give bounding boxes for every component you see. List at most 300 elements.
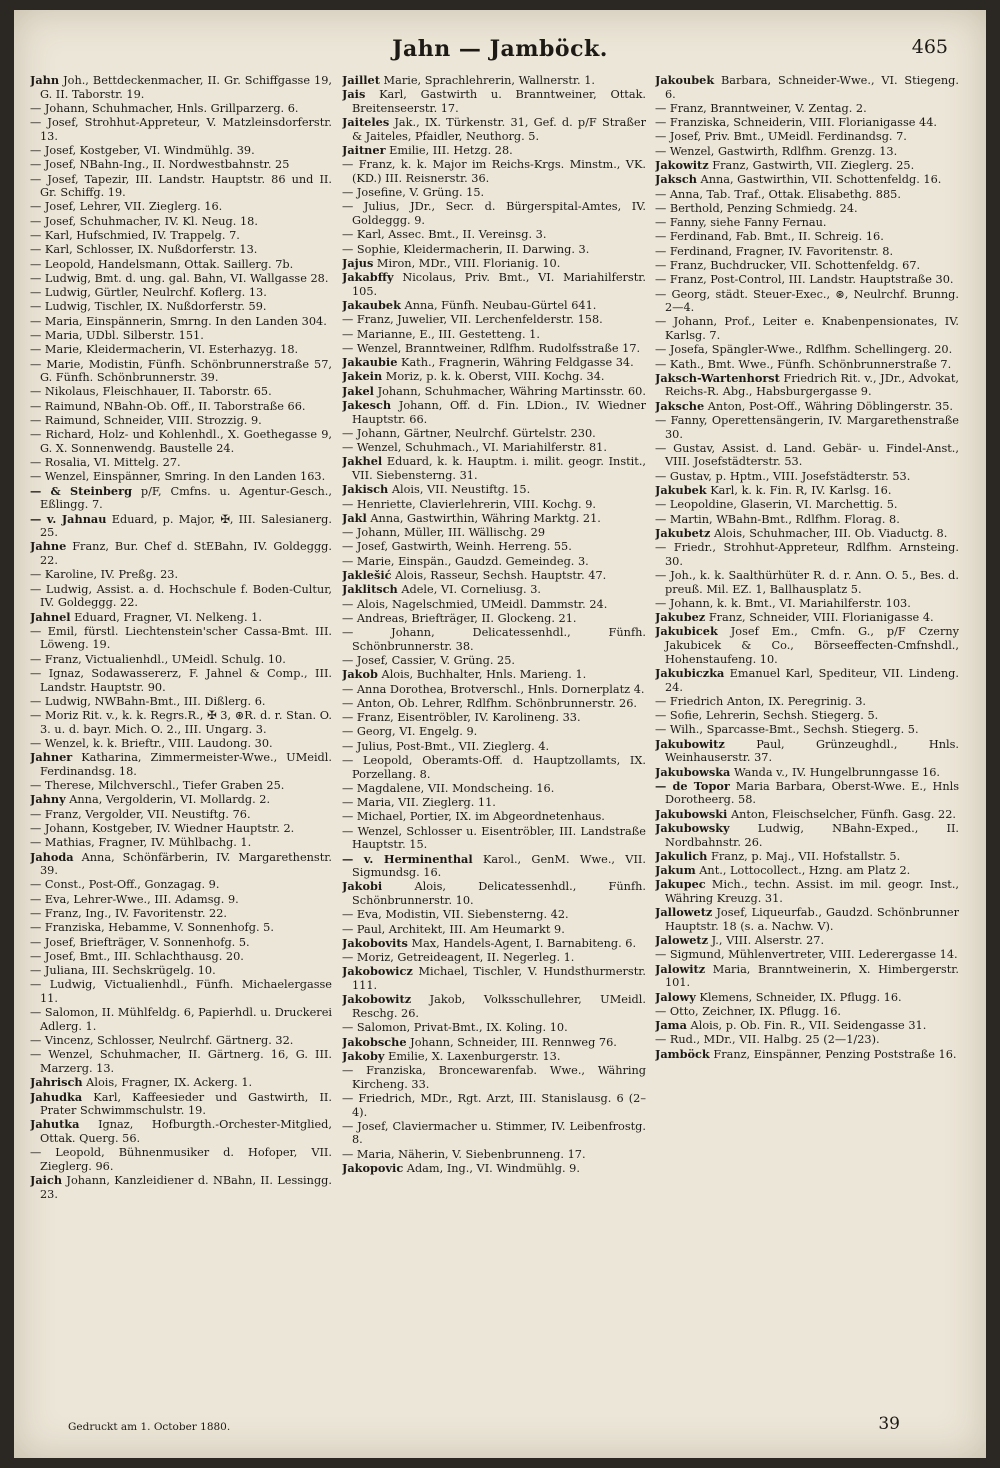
entry-text: — Wenzel, Schlosser u. Eisentröbler, III. Landstraße Hauptstr. 15. bbox=[342, 824, 646, 852]
entry-text: Josef Em., Cmfn. G., p/F Czerny Jakubicek & Co., Börseeffecten-Cmfnshdl., Hohenstaufeng. 10. bbox=[665, 625, 959, 666]
entry-surname: Jakesch bbox=[342, 398, 392, 413]
entry-surname: Jaich bbox=[30, 1173, 63, 1188]
entry-text: Franz, p. Maj., VII. Hofstallstr. 5. bbox=[710, 849, 901, 863]
entry-text: Michael, Tischler, V. Hundsthurmerstr. 111. bbox=[352, 965, 646, 993]
directory-entry bbox=[30, 1076, 332, 1090]
entry-text: Wanda v., IV. Hungelbrunngasse 16. bbox=[733, 765, 941, 779]
entry-surname: Jaiteles bbox=[342, 115, 390, 130]
entry-text: — Josef, Strohhut-Appreteur, V. Matzleinsdorferstr. 13. bbox=[30, 116, 332, 143]
directory-entry bbox=[342, 725, 646, 739]
entry-text: Alois, Delicatessenhdl., Fünfh. Schönbrunnerstr. 10. bbox=[352, 880, 646, 908]
entry-text: — Marianne, E., III. Gestetteng. 1. bbox=[342, 327, 540, 341]
directory-entry bbox=[342, 88, 646, 115]
directory-entry bbox=[30, 695, 332, 709]
entry-text: — Franziska, Schneiderin, VIII. Florianigasse 44. bbox=[655, 116, 937, 130]
entry-surname: Jaklitsch bbox=[342, 582, 398, 597]
directory-entry bbox=[342, 626, 646, 653]
directory-entry bbox=[342, 993, 646, 1020]
entry-surname: Jahne bbox=[30, 539, 67, 554]
directory-entry bbox=[30, 158, 332, 172]
directory-entry bbox=[342, 328, 646, 342]
entry-text: — Friedrich Anton, IX. Peregrinig. 3. bbox=[655, 694, 866, 708]
directory-entry bbox=[655, 948, 959, 962]
directory-column-1 bbox=[30, 74, 332, 1424]
directory-entry bbox=[30, 300, 332, 314]
entry-text: — Maria, UDbl. Silberstr. 151. bbox=[30, 329, 204, 342]
entry-text: — Josef, Claviermacher u. Stimmer, IV. Leibenfrostg. 8. bbox=[342, 1119, 646, 1147]
entry-text: — Mathias, Fragner, IV. Mühlbachg. 1. bbox=[30, 836, 252, 850]
entry-text: Katharina, Zimmermeister-Wwe., UMeidl. Ferdinandsg. 18. bbox=[40, 751, 332, 778]
entry-text: Anna, Schönfärberin, IV. Margarethenstr. 39. bbox=[40, 850, 332, 878]
entry-text: — Josef, Tapezir, III. Landstr. Hauptstr. 86 und II. Gr. Schiffg. 19. bbox=[30, 172, 332, 200]
entry-text: Maria, Branntweinerin, X. Himbergerstr. 101. bbox=[665, 962, 959, 990]
directory-entry bbox=[655, 1019, 959, 1033]
entry-surname: Jahny bbox=[30, 792, 66, 807]
directory-entry bbox=[342, 74, 646, 88]
directory-entry bbox=[655, 597, 959, 611]
entry-text: Karl, Gastwirth u. Branntweiner, Ottak. Breitenseerstr. 17. bbox=[352, 88, 646, 115]
entry-surname: Jahnel bbox=[30, 609, 71, 624]
entry-text: — Leopold, Bühnenmusiker d. Hofoper, VII. Zieglerg. 96. bbox=[30, 1146, 332, 1173]
directory-entry bbox=[655, 245, 959, 259]
entry-text: — Gustav, p. Hptm., VIII. Josefstädterstr. 53. bbox=[655, 469, 911, 483]
directory-entry bbox=[655, 442, 959, 469]
entry-text: — Karoline, IV. Preßg. 23. bbox=[30, 568, 179, 582]
entry-text: — Sofie, Lehrerin, Sechsh. Stiegerg. 5. bbox=[655, 709, 879, 723]
directory-entry bbox=[655, 400, 959, 414]
directory-entry bbox=[342, 257, 646, 271]
directory-entry bbox=[342, 498, 646, 512]
entry-text: — Franz, Ing., IV. Favoritenstr. 22. bbox=[30, 906, 227, 920]
entry-text: — Friedr., Strohhut-Appreteur, Rdlfhm. Arnsteing. 30. bbox=[655, 541, 959, 568]
entry-text: — Marie, Kleidermacherin, VI. Esterhazyg. 18. bbox=[30, 343, 299, 357]
directory-entry bbox=[30, 286, 332, 300]
entry-text: Karl, k. k. Fin. R, IV. Karlsg. 16. bbox=[710, 484, 892, 498]
directory-entry bbox=[30, 1006, 332, 1033]
entry-text: — Emil, fürstl. Liechtenstein'scher Cassa-Bmt. III. Löweng. 19. bbox=[30, 624, 332, 652]
directory-entry bbox=[655, 116, 959, 130]
directory-entry bbox=[342, 200, 646, 227]
directory-entry bbox=[655, 991, 959, 1005]
entry-text: Mich., techn. Assist. im mil. geogr. Inst., Währing Kreuzg. 31. bbox=[665, 878, 959, 905]
directory-entry bbox=[342, 796, 646, 810]
directory-entry bbox=[342, 228, 646, 242]
directory-entry bbox=[30, 329, 332, 343]
entry-text: — Franziska, Hebamme, V. Sonnenhofg. 5. bbox=[30, 921, 274, 935]
directory-entry bbox=[342, 158, 646, 185]
entry-surname: Jakubetz bbox=[655, 525, 711, 540]
entry-text: — Ludwig, Tischler, IX. Nußdorferstr. 59. bbox=[30, 300, 267, 314]
entry-surname: Jakubez bbox=[655, 610, 706, 625]
entry-text: — Friedrich, MDr., Rgt. Arzt, III. Stanislausg. 6 (2–4). bbox=[342, 1091, 646, 1119]
entry-text: — Marie, Einspän., Gaudzd. Gemeindeg. 3. bbox=[342, 554, 589, 568]
entry-surname: Jais bbox=[342, 87, 366, 102]
directory-column-2 bbox=[342, 74, 646, 1424]
directory-entry bbox=[655, 372, 959, 399]
entry-text: — Fanny, siehe Fanny Fernau. bbox=[655, 216, 827, 230]
directory-entry bbox=[342, 1148, 646, 1162]
print-date-footer: Gedruckt am 1. October 1880. bbox=[68, 1421, 231, 1433]
directory-entry bbox=[655, 541, 959, 568]
directory-entry bbox=[30, 878, 332, 892]
entry-text: — Rud., MDr., VII. Halbg. 25 (2—1/23). bbox=[655, 1033, 880, 1047]
directory-entry bbox=[655, 766, 959, 780]
entry-text: Franz, Gastwirth, VII. Zieglerg. 25. bbox=[712, 159, 915, 172]
entry-text: — Josef, Cassier, V. Grüng. 25. bbox=[342, 654, 515, 668]
entry-surname: — v. Herminenthal bbox=[342, 851, 473, 866]
directory-entry bbox=[342, 455, 646, 482]
entry-surname: Jakisch bbox=[342, 482, 389, 497]
entry-text: Alois, VII. Neustiftg. 15. bbox=[391, 483, 531, 497]
directory-entry bbox=[30, 893, 332, 907]
directory-entry bbox=[30, 667, 332, 694]
directory-entry bbox=[30, 836, 332, 850]
entry-text: — Julius, Post-Bmt., VII. Zieglerg. 4. bbox=[342, 739, 550, 753]
entry-surname: Jakubowsky bbox=[655, 820, 730, 835]
entry-text: — Karl, Assec. Bmt., II. Vereinsg. 3. bbox=[342, 228, 547, 242]
directory-entry bbox=[655, 484, 959, 498]
directory-entry bbox=[30, 568, 332, 582]
directory-entry bbox=[655, 611, 959, 625]
directory-entry bbox=[30, 1034, 332, 1048]
entry-text: — Leopold, Handelsmann, Ottak. Saillerg. 7b. bbox=[30, 257, 294, 271]
directory-entry bbox=[30, 456, 332, 470]
entry-text: Alois, Fragner, IX. Ackerg. 1. bbox=[86, 1076, 253, 1090]
entry-text: — Georg, städt. Steuer-Exec., ⊛, Neulrchf. Brunng. 2—4. bbox=[655, 287, 959, 315]
entry-text: Marie, Sprachlehrerin, Wallnerstr. 1. bbox=[383, 74, 595, 87]
directory-entry bbox=[655, 822, 959, 849]
entry-surname: — & Steinberg bbox=[30, 483, 132, 498]
entry-surname: Jakl bbox=[342, 510, 367, 525]
directory-entry bbox=[342, 342, 646, 356]
entry-text: — Gustav, Assist. d. Land. Gebär- u. Findel-Anst., VIII. Josefstädterstr. 53. bbox=[655, 441, 959, 469]
entry-text: Joh., Bettdeckenmacher, II. Gr. Schiffgasse 19, G. II. Taborstr. 19. bbox=[40, 74, 332, 101]
entry-text: — Salomon, II. Mühlfeldg. 6, Papierhdl. u. Druckerei Adlerg. 1. bbox=[30, 1006, 332, 1033]
directory-entry bbox=[342, 299, 646, 313]
entry-surname: Jakubek bbox=[655, 483, 707, 498]
entry-text: — Franz, Eisentröbler, IV. Karolineng. 33. bbox=[342, 711, 581, 725]
entry-text: — Franz, Branntweiner, V. Zentag. 2. bbox=[655, 101, 867, 115]
entry-surname: Jakein bbox=[342, 369, 383, 384]
directory-entry bbox=[655, 173, 959, 187]
entry-surname: Jakob bbox=[342, 667, 378, 682]
entry-surname: Jakaubie bbox=[342, 355, 398, 370]
entry-text: — Wenzel, Einspänner, Smring. In den Landen 163. bbox=[30, 470, 326, 484]
directory-entry bbox=[342, 569, 646, 583]
directory-entry bbox=[655, 159, 959, 173]
entry-text: Nicolaus, Priv. Bmt., VI. Mariahilferstr. 105. bbox=[352, 271, 646, 298]
directory-entry bbox=[342, 598, 646, 612]
directory-entry bbox=[30, 428, 332, 455]
directory-entry bbox=[30, 822, 332, 836]
directory-entry bbox=[30, 737, 332, 751]
entry-surname: Jalowetz bbox=[655, 933, 709, 948]
directory-page bbox=[14, 10, 986, 1458]
directory-entry bbox=[30, 1118, 332, 1145]
directory-entry bbox=[30, 343, 332, 357]
entry-text: — Maria, Einspännerin, Smrng. In den Landen 304. bbox=[30, 314, 327, 328]
directory-entry bbox=[342, 526, 646, 540]
directory-entry bbox=[342, 668, 646, 682]
directory-entry bbox=[30, 964, 332, 978]
entry-surname: Jalowy bbox=[655, 989, 696, 1004]
entry-text: — Wilh., Sparcasse-Bmt., Sechsh. Stiegerg. 5. bbox=[655, 723, 919, 737]
entry-text: — Josefine, V. Grüng. 15. bbox=[342, 186, 485, 200]
entry-text: — Nikolaus, Fleischhauer, II. Taborstr. 65. bbox=[30, 385, 272, 399]
directory-entry bbox=[30, 709, 332, 736]
directory-entry bbox=[655, 358, 959, 372]
entry-text: — Moriz, Getreideagent, II. Negerleg. 1. bbox=[342, 951, 575, 965]
entry-text: Josef, Liqueurfab., Gaudzd. Schönbrunner Hauptstr. 18 (s. a. Nachw. V). bbox=[665, 906, 959, 933]
entry-text: — Josef, Schuhmacher, IV. Kl. Neug. 18. bbox=[30, 214, 258, 228]
entry-surname: Jakel bbox=[342, 383, 374, 398]
directory-entry bbox=[655, 145, 959, 159]
directory-entry bbox=[30, 385, 332, 399]
directory-entry bbox=[30, 414, 332, 428]
directory-entry bbox=[655, 906, 959, 933]
entry-text: Johann, Off. d. Fin. LDion., IV. Wiedner Hauptstr. 66. bbox=[352, 399, 646, 426]
directory-entry bbox=[30, 851, 332, 878]
entry-surname: Jaillet bbox=[342, 74, 380, 87]
directory-entry bbox=[655, 667, 959, 694]
directory-entry bbox=[30, 102, 332, 116]
directory-entry bbox=[30, 258, 332, 272]
entry-text: — Fanny, Operettensängerin, IV. Margarethenstraße 30. bbox=[655, 414, 959, 441]
entry-surname: Jakubiczka bbox=[655, 665, 725, 680]
entry-surname: Jakoubek bbox=[655, 74, 715, 87]
entry-text: — Johann, Delicatessenhdl., Fünfh. Schönbrunnerstr. 38. bbox=[342, 626, 646, 653]
entry-text: — Wenzel, Gastwirth, Rdlfhm. Grenzg. 13. bbox=[655, 144, 898, 158]
directory-entry bbox=[655, 513, 959, 527]
entry-text: Adele, VI. Corneliusg. 3. bbox=[401, 583, 541, 597]
entry-text: — Joh., k. k. Saalthürhüter R. d. r. Ann. O. 5., Bes. d. preuß. Mil. EZ. 1, Ballhausplatz 5. bbox=[655, 569, 959, 596]
entry-text: Barbara, Schneider-Wwe., VI. Stiegeng. 6. bbox=[665, 74, 959, 101]
entry-text: Paul, Grünzeughdl., Hnls. Weinhauserstr. 37. bbox=[665, 737, 959, 765]
entry-text: — Ludwig, Victualienhdl., Fünfh. Michaelergasse 11. bbox=[30, 978, 332, 1005]
entry-surname: — de Topor bbox=[655, 778, 730, 793]
entry-text: — Marie, Modistin, Fünfh. Schönbrunnerstraße 57, G. Fünfh. Schönbrunnerstr. 39. bbox=[30, 357, 332, 385]
entry-text: Maria Barbara, Oberst-Wwe. E., Hnls Dorotheerg. 58. bbox=[665, 779, 959, 807]
directory-entry bbox=[342, 711, 646, 725]
entry-text: — Alois, Nagelschmied, UMeidl. Dammstr. 24. bbox=[342, 597, 608, 611]
entry-text: — Henriette, Clavierlehrerin, VIII. Kochg. 9. bbox=[342, 497, 597, 511]
entry-text: Anton, Post-Off., Währing Döblingerstr. 35. bbox=[707, 399, 954, 413]
entry-text: — Franz, Post-Control, III. Landstr. Hauptstraße 30. bbox=[655, 273, 954, 287]
directory-entry bbox=[30, 272, 332, 286]
directory-entry bbox=[655, 934, 959, 948]
directory-entry bbox=[342, 965, 646, 992]
directory-entry bbox=[30, 470, 332, 484]
entry-text: — Josef, Bmt., III. Schlachthausg. 20. bbox=[30, 949, 244, 963]
entry-text: Eduard, k. k. Hauptm. i. milit. geogr. Instit., VII. Siebensterng. 31. bbox=[352, 455, 646, 483]
entry-text: Eduard, p. Major, ✠, III. Salesianerg. 25. bbox=[40, 512, 332, 540]
entry-surname: Jakaubek bbox=[342, 298, 401, 313]
directory-entry bbox=[342, 1162, 646, 1176]
directory-entry bbox=[655, 273, 959, 287]
directory-entry bbox=[655, 259, 959, 273]
entry-text: — Julius, JDr., Secr. d. Bürgerspital-Amtes, IV. Goldeggg. 9. bbox=[342, 200, 646, 228]
entry-text: Moriz, p. k. k. Oberst, VIII. Kochg. 34. bbox=[385, 370, 605, 384]
directory-entry bbox=[342, 540, 646, 554]
directory-entry bbox=[30, 116, 332, 143]
directory-entry bbox=[30, 751, 332, 778]
directory-entry bbox=[655, 738, 959, 765]
directory-entry bbox=[30, 200, 332, 214]
directory-entry bbox=[30, 921, 332, 935]
directory-entry bbox=[655, 230, 959, 244]
directory-entry bbox=[342, 740, 646, 754]
directory-entry bbox=[342, 385, 646, 399]
entry-text: Karol., GenM. Wwe., VII. Sigmundsg. 16. bbox=[352, 852, 646, 880]
entry-surname: Jakobi bbox=[342, 879, 383, 894]
entry-text: — Anton, Ob. Lehrer, Rdlfhm. Schönbrunnerstr. 26. bbox=[342, 696, 637, 710]
directory-entry bbox=[342, 313, 646, 327]
entry-text: Franz, Bur. Chef d. StEBahn, IV. Goldeggg. 22. bbox=[40, 540, 332, 568]
entry-text: Anna, Vergolderin, VI. Mollardg. 2. bbox=[69, 793, 271, 807]
page-header-title: Jahn — Jamböck. bbox=[392, 36, 608, 62]
entry-surname: Jalowitz bbox=[655, 961, 706, 976]
entry-text: — Ludwig, Assist. a. d. Hochschule f. Boden-Cultur, IV. Goldeggg. 22. bbox=[30, 582, 332, 610]
directory-entry bbox=[342, 512, 646, 526]
entry-text: — Salomon, Privat-Bmt., IX. Koling. 10. bbox=[342, 1021, 568, 1035]
entry-surname: Jajus bbox=[342, 255, 374, 270]
directory-entry bbox=[342, 683, 646, 697]
entry-text: Johann, Schneider, III. Rennweg 76. bbox=[410, 1035, 617, 1049]
entry-text: Friedrich Rit. v., JDr., Advokat, Reichs-R. Abg., Habsburgergasse 9. bbox=[665, 371, 959, 399]
directory-entry bbox=[30, 229, 332, 243]
directory-entry bbox=[655, 1005, 959, 1019]
entry-surname: Jakopovic bbox=[342, 1160, 404, 1175]
entry-text: — Ignaz, Sodawassererz, F. Jahnel & Comp., III. Landstr. Hauptstr. 90. bbox=[30, 666, 332, 694]
entry-surname: Jaksch-Wartenhorst bbox=[655, 370, 780, 385]
entry-text: — Leopoldine, Glaserin, VI. Marchettig. 5. bbox=[655, 498, 898, 512]
entry-text: — Richard, Holz- und Kohlenhdl., X. Goethegasse 9, G. X. Sonnenwendg. Baustelle 24. bbox=[30, 428, 332, 455]
entry-text: — Eva, Modistin, VII. Siebensterng. 42. bbox=[342, 908, 569, 922]
directory-entry bbox=[342, 825, 646, 852]
entry-text: — Juliana, III. Sechskrügelg. 10. bbox=[30, 964, 216, 978]
entry-text: — Raimund, NBahn-Ob. Off., II. Taborstraße 66. bbox=[30, 399, 306, 413]
entry-surname: Jakobowitz bbox=[342, 992, 412, 1007]
entry-text: — Josef, Kostgeber, VI. Windmühlg. 39. bbox=[30, 144, 255, 158]
entry-text: Kath., Fragnerin, Währing Feldgasse 34. bbox=[401, 356, 634, 370]
directory-entry bbox=[655, 470, 959, 484]
directory-entry bbox=[30, 625, 332, 652]
directory-entry bbox=[342, 908, 646, 922]
directory-entry bbox=[342, 441, 646, 455]
directory-entry bbox=[30, 779, 332, 793]
entry-surname: Jakubowitz bbox=[655, 736, 725, 751]
entry-surname: — v. Jahnau bbox=[30, 511, 107, 526]
directory-entry bbox=[30, 978, 332, 1005]
entry-text: — Vincenz, Schlosser, Neulrchf. Gärtnerg. 32. bbox=[30, 1034, 294, 1048]
entry-text: — Berthold, Penzing Schmiedg. 24. bbox=[655, 201, 858, 215]
directory-entry bbox=[655, 625, 959, 666]
directory-entry bbox=[30, 907, 332, 921]
page-number: 465 bbox=[911, 36, 948, 58]
directory-entry bbox=[655, 569, 959, 596]
entry-surname: Jakhel bbox=[342, 454, 383, 469]
entry-text: — Magdalene, VII. Mondscheing. 16. bbox=[342, 781, 555, 795]
entry-text: — Wenzel, Branntweiner, Rdlfhm. Rudolfsstraße 17. bbox=[342, 341, 641, 355]
entry-surname: Jakowitz bbox=[655, 158, 709, 172]
entry-text: Alois, Buchhalter, Hnls. Marieng. 1. bbox=[381, 668, 587, 682]
directory-entry bbox=[30, 173, 332, 200]
entry-text: Alois, Schuhmacher, III. Ob. Viaductg. 8. bbox=[714, 526, 948, 540]
directory-entry bbox=[342, 144, 646, 158]
entry-text: Eduard, Fragner, VI. Nelkeng. 1. bbox=[74, 610, 262, 624]
directory-column-3 bbox=[655, 74, 959, 1424]
entry-text: — Wenzel, k. k. Brieftr., VIII. Laudong. 30. bbox=[30, 736, 273, 750]
directory-entry bbox=[30, 936, 332, 950]
entry-text: Anna, Gastwirthin, VII. Schottenfeldg. 16. bbox=[700, 173, 942, 187]
entry-text: Johann, Kanzleidiener d. NBahn, II. Lessingg. 23. bbox=[40, 1174, 332, 1201]
entry-surname: Jakabffy bbox=[342, 270, 394, 285]
directory-entry bbox=[655, 315, 959, 342]
entry-text: — Johann, Müller, III. Wällischg. 29 bbox=[342, 526, 546, 540]
directory-entry bbox=[342, 754, 646, 781]
directory-entry bbox=[342, 697, 646, 711]
entry-text: Ignaz, Hofburgth.-Orchester-Mitglied, Ottak. Querg. 56. bbox=[40, 1118, 332, 1146]
directory-entry bbox=[655, 878, 959, 905]
entry-text: — Karl, Schlosser, IX. Nußdorferstr. 13. bbox=[30, 243, 258, 257]
entry-surname: Jallowetz bbox=[655, 905, 713, 920]
entry-surname: Jakubicek bbox=[655, 624, 718, 639]
entry-text: — Ludwig, NWBahn-Bmt., III. Dißlerg. 6. bbox=[30, 694, 266, 708]
entry-text: Miron, MDr., VIII. Florianig. 10. bbox=[376, 256, 561, 270]
entry-text: — Johann, Schuhmacher, Hnls. Grillparzerg. 6. bbox=[30, 101, 299, 115]
directory-entry bbox=[30, 513, 332, 540]
entry-text: — Moriz Rit. v., k. k. Regrs.R., ✠ 3, ⊛R. d. r. Stan. O. 3. u. d. bayr. Mich. O. 2., III. Ungarg. 3. bbox=[30, 709, 332, 736]
entry-text: — Josef, Briefträger, V. Sonnenhofg. 5. bbox=[30, 935, 250, 949]
directory-entry bbox=[342, 427, 646, 441]
entry-surname: Jahner bbox=[30, 750, 73, 765]
entry-surname: Jaitner bbox=[342, 143, 386, 158]
entry-text: — Therese, Milchverschl., Tiefer Graben 25. bbox=[30, 779, 285, 793]
entry-text: p/F, Cmfns. u. Agentur-Gesch., Eßlingg. 7. bbox=[40, 484, 332, 512]
entry-text: Emilie, X. Laxenburgerstr. 13. bbox=[388, 1049, 561, 1063]
entry-text: — Martin, WBahn-Bmt., Rdlfhm. Florag. 8. bbox=[655, 512, 900, 526]
directory-entry bbox=[30, 1146, 332, 1173]
entry-text: — Johann, k. k. Bmt., VI. Mariahilferstr. 103. bbox=[655, 596, 911, 610]
entry-surname: Jama bbox=[655, 1018, 687, 1033]
entry-text: — Johann, Kostgeber, IV. Wiedner Hauptstr. 2. bbox=[30, 821, 295, 835]
entry-text: — Paul, Architekt, III. Am Heumarkt 9. bbox=[342, 922, 565, 936]
directory-entry bbox=[30, 808, 332, 822]
entry-surname: Jahn bbox=[30, 74, 60, 87]
directory-entry bbox=[30, 485, 332, 512]
directory-entry bbox=[655, 864, 959, 878]
directory-entry bbox=[342, 1064, 646, 1091]
directory-entry bbox=[30, 950, 332, 964]
directory-entry bbox=[342, 880, 646, 907]
entry-text: — Wenzel, Schuhmach., VI. Mariahilferstr. 81. bbox=[342, 441, 607, 455]
directory-entry bbox=[655, 188, 959, 202]
entry-text: — Andreas, Briefträger, II. Glockeng. 21. bbox=[342, 611, 577, 625]
directory-entry bbox=[655, 343, 959, 357]
entry-surname: Jaksch bbox=[655, 172, 697, 187]
entry-text: Franz, Schneider, VIII. Florianigasse 4. bbox=[708, 611, 934, 625]
entry-text: Anna, Gastwirthin, Währing Marktg. 21. bbox=[370, 511, 601, 525]
directory-entry bbox=[342, 116, 646, 143]
entry-text: — Franziska, Broncewarenfab. Wwe., Währing Kircheng. 33. bbox=[342, 1064, 646, 1091]
entry-text: — Franz, Victualienhdl., UMeidl. Schulg. 10. bbox=[30, 652, 286, 666]
entry-text: Klemens, Schneider, IX. Pflugg. 16. bbox=[699, 990, 902, 1004]
entry-text: — Sigmund, Mühlenvertreter, VIII. Lederergasse 14. bbox=[655, 948, 958, 962]
entry-text: — Leopold, Oberamts-Off. d. Hauptzollamts, IX. Porzellang. 8. bbox=[342, 754, 646, 781]
entry-text: Alois, p. Ob. Fin. R., VII. Seidengasse 31. bbox=[690, 1019, 927, 1033]
entry-text: — Johann, Gärtner, Neulrchf. Gürtelstr. 230. bbox=[342, 426, 596, 440]
entry-surname: Jahrisch bbox=[30, 1075, 83, 1090]
